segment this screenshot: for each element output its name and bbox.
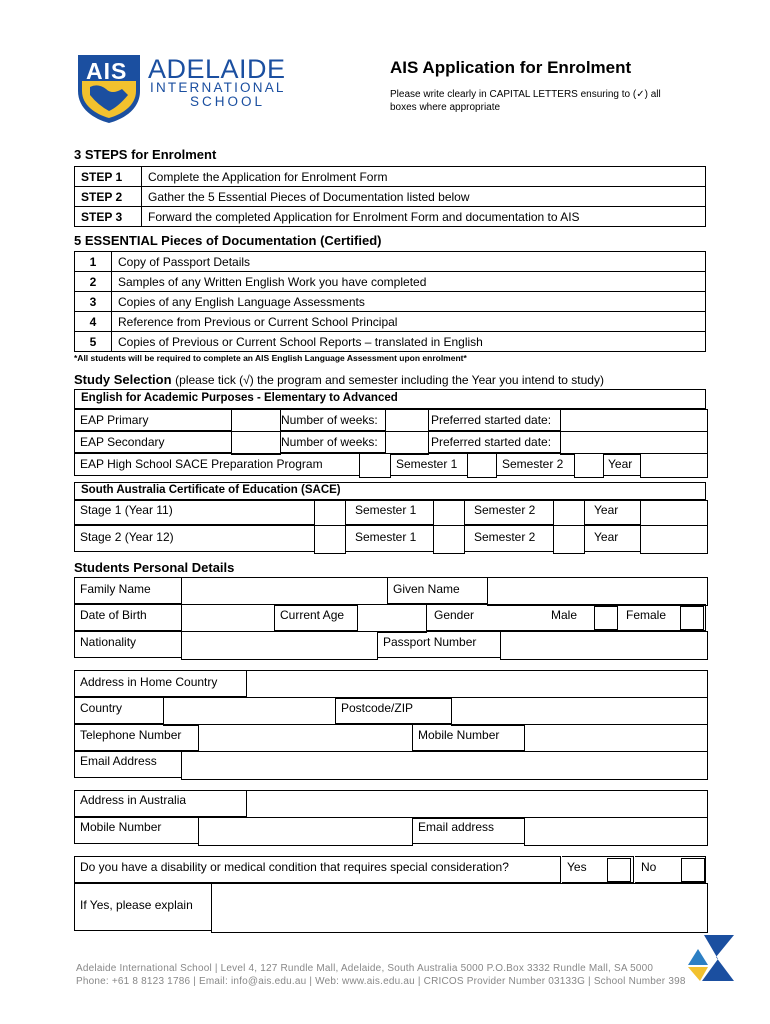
gender-label: Gender — [434, 608, 475, 622]
sace-title: South Australia Certificate of Education (SACE) — [74, 482, 706, 500]
start-date-label: Preferred started date: — [431, 413, 552, 427]
footer — [76, 962, 686, 988]
age-input[interactable] — [357, 604, 427, 633]
eap-primary-label: EAP Primary — [80, 413, 149, 427]
sem1-label: Semester 1 — [396, 457, 458, 471]
sem1-label: Semester 1 — [355, 530, 417, 544]
year-label: Year — [608, 457, 633, 471]
form-title: AIS Application for Enrolment — [390, 58, 632, 77]
female-checkbox[interactable] — [680, 606, 704, 630]
stage2-checkbox[interactable] — [314, 525, 346, 554]
docs-heading: 5 ESSENTIAL Pieces of Documentation (Certified) — [74, 233, 382, 248]
email-input[interactable] — [181, 751, 708, 780]
doc-text: Copies of Previous or Current School Reports – translated in English — [112, 332, 706, 352]
disability-divider — [560, 856, 562, 883]
doc-num: 5 — [75, 332, 112, 352]
steps-heading: 3 STEPS for Enrolment — [74, 147, 217, 162]
male-checkbox[interactable] — [594, 606, 618, 630]
disability-no-checkbox[interactable] — [681, 858, 705, 882]
docs-table — [74, 251, 706, 352]
step-label: STEP 3 — [75, 207, 142, 227]
docs-note: *All students will be required to complete an AIS English Language Assessment upon enrolment* — [74, 353, 467, 363]
personal-heading: Students Personal Details — [74, 560, 235, 575]
country-input[interactable] — [163, 697, 336, 726]
sem2-label: Semester 2 — [502, 457, 564, 471]
nationality-input[interactable] — [181, 631, 378, 660]
doc-num: 3 — [75, 292, 112, 312]
ais-mark-icon — [682, 935, 734, 981]
doc-text: Reference from Previous or Current School Principal — [112, 312, 706, 332]
doc-text: Samples of any Written English Work you have completed — [112, 272, 706, 292]
study-heading-note: (please tick (√) the program and semester including the Year you intend to study) — [175, 373, 604, 387]
family-name-label: Family Name — [80, 582, 151, 596]
form-instructions: Please write clearly in CAPITAL LETTERS ensuring to (✓) all boxes where appropriate — [390, 89, 661, 113]
doc-num: 2 — [75, 272, 112, 292]
eap-hs-year-input[interactable] — [640, 453, 708, 478]
doc-text: Copies of any English Language Assessments — [112, 292, 706, 312]
dob-label: Date of Birth — [80, 608, 147, 622]
given-name-input[interactable] — [487, 577, 708, 606]
weeks-label: Number of weeks: — [281, 413, 378, 427]
logo-line3: SCHOOL — [190, 94, 266, 109]
no-label: No — [641, 860, 657, 874]
home-address-label: Address in Home Country — [80, 675, 218, 689]
eap-secondary-label: EAP Secondary — [80, 435, 165, 449]
yes-label: Yes — [567, 860, 587, 874]
mobile-input[interactable] — [524, 724, 708, 753]
eap-primary-checkbox[interactable] — [231, 409, 281, 433]
stage2-label: Stage 2 (Year 12) — [80, 530, 174, 544]
female-label: Female — [626, 608, 667, 622]
age-label: Current Age — [280, 608, 345, 622]
postcode-input[interactable] — [451, 697, 708, 726]
explain-label: If Yes, please explain — [80, 898, 193, 912]
disability-question: Do you have a disability or medical condition that requires special consideration? — [80, 860, 509, 874]
sem2-label: Semester 2 — [474, 530, 536, 544]
step-text: Complete the Application for Enrolment Form — [142, 167, 706, 187]
stage1-checkbox[interactable] — [314, 500, 346, 527]
mobile-label: Mobile Number — [418, 728, 500, 742]
doc-num: 1 — [75, 252, 112, 272]
male-label: Male — [551, 608, 578, 622]
email-label: Email Address — [80, 754, 157, 768]
stage2-year-input[interactable] — [640, 525, 708, 554]
logo-abbr: AIS — [86, 58, 128, 84]
eap-hs-sem2-checkbox[interactable] — [574, 453, 604, 478]
disability-yes-checkbox[interactable] — [607, 858, 631, 882]
home-address-input[interactable] — [246, 670, 708, 699]
eap-secondary-weeks-input[interactable] — [385, 431, 429, 455]
dob-input[interactable] — [181, 604, 275, 633]
au-address-input[interactable] — [246, 790, 708, 819]
doc-row — [75, 252, 706, 272]
stage1-sem1-checkbox[interactable] — [433, 500, 465, 527]
given-name-label: Given Name — [393, 582, 460, 596]
logo-line2: INTERNATIONAL — [150, 80, 286, 95]
au-email-label: Email address — [418, 820, 495, 834]
year-label: Year — [594, 530, 619, 544]
step-text: Gather the 5 Essential Pieces of Documentation listed below — [142, 187, 706, 207]
doc-text: Copy of Passport Details — [112, 252, 706, 272]
eap-primary-start-input[interactable] — [560, 409, 708, 433]
eap-secondary-checkbox[interactable] — [231, 431, 281, 455]
year-label: Year — [594, 503, 619, 517]
au-mobile-input[interactable] — [198, 817, 413, 846]
logo-name: ADELAIDE — [148, 54, 286, 84]
stage1-label: Stage 1 (Year 11) — [80, 503, 173, 517]
eap-title: English for Academic Purposes - Elementary to Advanced — [74, 389, 706, 409]
eap-secondary-start-input[interactable] — [560, 431, 708, 455]
stage1-sem2-checkbox[interactable] — [553, 500, 585, 527]
step-row — [75, 207, 706, 227]
step-row — [75, 187, 706, 207]
eap-hs-sem1-checkbox[interactable] — [467, 453, 497, 478]
step-label: STEP 2 — [75, 187, 142, 207]
au-email-input[interactable] — [524, 817, 708, 846]
step-text: Forward the completed Application for Enrolment Form and documentation to AIS — [142, 207, 706, 227]
passport-label: Passport Number — [383, 635, 477, 649]
weeks-label: Number of weeks: — [281, 435, 378, 449]
doc-row — [75, 312, 706, 332]
postcode-label: Postcode/ZIP — [341, 701, 414, 715]
study-heading: Study Selection — [74, 372, 172, 387]
doc-row — [75, 292, 706, 312]
doc-row — [75, 272, 706, 292]
telephone-input[interactable] — [198, 724, 413, 753]
stage1-year-input[interactable] — [640, 500, 708, 527]
nationality-label: Nationality — [80, 635, 137, 649]
step-label: STEP 1 — [75, 167, 142, 187]
footer-contact: Phone: +61 8 8123 1786 | Email: info@ais.edu.au | Web: www.ais.edu.au | CRICOS Provider Number 03133G | School Number 398 — [76, 976, 686, 987]
disability-divider-2 — [633, 856, 635, 883]
sem1-label: Semester 1 — [355, 503, 417, 517]
sem2-label: Semester 2 — [474, 503, 536, 517]
au-address-label: Address in Australia — [80, 793, 187, 807]
doc-num: 4 — [75, 312, 112, 332]
stage2-sem1-checkbox[interactable] — [433, 525, 465, 554]
family-name-input[interactable] — [181, 577, 388, 606]
doc-row — [75, 332, 706, 352]
steps-table — [74, 166, 706, 227]
footer-address: Adelaide International School | Level 4, 127 Rundle Mall, Adelaide, South Australia 5000 P.O.Box 3332 Rundle Mall, SA 5000 — [76, 963, 654, 974]
explain-input[interactable] — [211, 883, 708, 933]
country-label: Country — [80, 701, 123, 715]
eap-hs-checkbox[interactable] — [359, 453, 391, 478]
start-date-label: Preferred started date: — [431, 435, 552, 449]
eap-hs-label: EAP High School SACE Preparation Program — [80, 457, 323, 471]
step-row — [75, 167, 706, 187]
telephone-label: Telephone Number — [80, 728, 182, 742]
stage2-sem2-checkbox[interactable] — [553, 525, 585, 554]
au-mobile-label: Mobile Number — [80, 820, 162, 834]
passport-input[interactable] — [500, 631, 708, 660]
eap-primary-weeks-input[interactable] — [385, 409, 429, 433]
